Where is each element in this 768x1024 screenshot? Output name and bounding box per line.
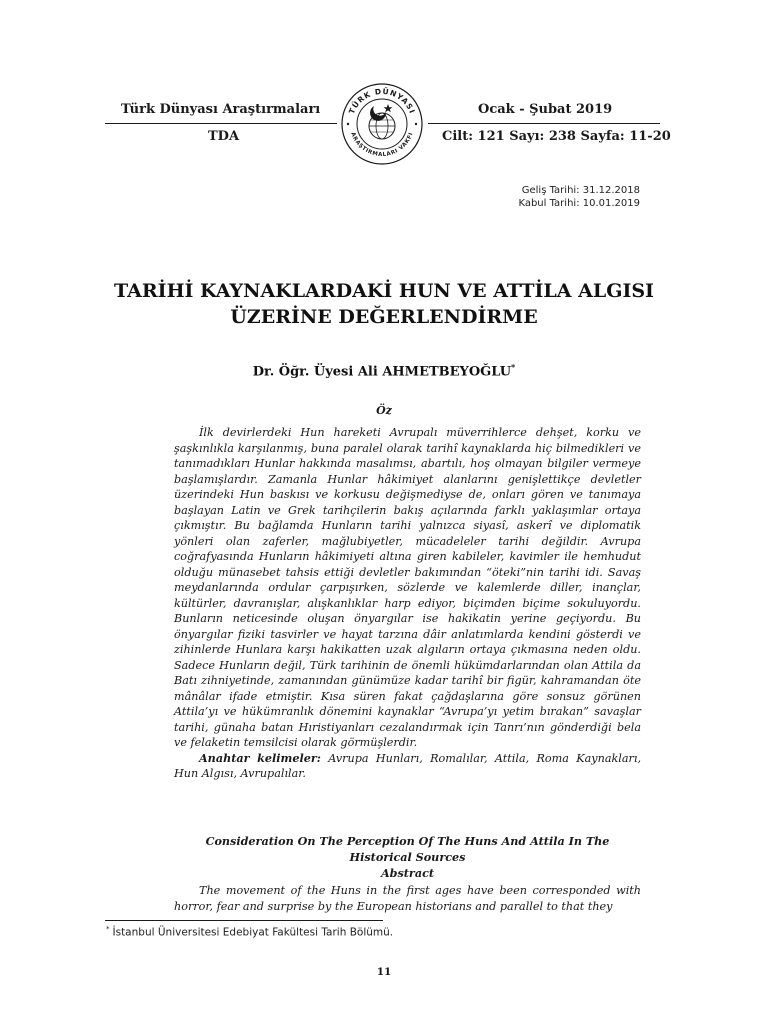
volume-info: Cilt: 121 Sayı: 238 Sayfa: 11-20 bbox=[442, 129, 671, 144]
received-date: Geliş Tarihi: 31.12.2018 bbox=[521, 185, 640, 196]
footnote bbox=[106, 925, 393, 939]
abstract-tr bbox=[174, 425, 641, 782]
footnote-rule bbox=[105, 920, 383, 921]
emblem-bottom-text: ARAŞTIRMALARI VAKFI bbox=[349, 131, 415, 159]
abstract-en-heading: Abstract bbox=[380, 866, 435, 880]
crescent-star-icon bbox=[370, 104, 392, 121]
accepted-date: Kabul Tarihi: 10.01.2019 bbox=[518, 198, 640, 209]
page-number: 11 bbox=[376, 966, 392, 978]
article-title-line-1: TARİHİ KAYNAKLARDAKİ HUN VE ATTİLA ALGISI bbox=[114, 280, 654, 302]
svg-text:ARAŞTIRMALARI VAKFI bbox=[349, 132, 414, 158]
footnote-text: İstanbul Üniversitesi Edebiyat Fakültesi Tarih Bölümü. bbox=[112, 926, 394, 939]
issue-date: Ocak - Şubat 2019 bbox=[478, 102, 613, 117]
author bbox=[100, 362, 668, 379]
svg-text:TÜRK DÜNYASI bbox=[347, 87, 417, 115]
header-rule-right bbox=[428, 123, 660, 124]
keywords-label: Anahtar kelimeler: bbox=[199, 750, 321, 765]
abstract-tr-heading: Öz bbox=[376, 404, 392, 417]
emblem-top-text: TÜRK DÜNYASI bbox=[347, 86, 417, 116]
journal-name: Türk Dünyası Araştırmaları bbox=[121, 102, 321, 117]
foundation-emblem bbox=[340, 82, 424, 166]
english-title-line-2: Historical Sources bbox=[349, 850, 466, 864]
article-title-line-2: ÜZERİNE DEĞERLENDİRME bbox=[230, 306, 538, 328]
author-footnote-mark: * bbox=[511, 362, 516, 372]
keywords: Avrupa Hunları, Romalılar, Attila, Roma Kaynakları, Hun Algısı, Avrupalılar. bbox=[174, 751, 641, 780]
abstract-en bbox=[174, 883, 641, 915]
footnote-mark: * bbox=[106, 925, 110, 933]
header-rule-left bbox=[105, 123, 337, 124]
article-dates bbox=[518, 184, 640, 210]
author-name: Dr. Öğr. Üyesi Ali AHMETBEYOĞLU bbox=[252, 364, 512, 380]
article-title bbox=[100, 278, 668, 330]
abstract-tr-body: İlk devirlerdeki Hun hareketi Avrupalı müverrihlerce dehşet, korku ve şaşkınlıkla karşılanmış, buna paralel olarak tarihî kaynaklarda hiç bilmedikleri ve tanımadıkları Hunlar hakkında masalımsı, abartılı, hoş olmayan bilgiler vermeye başlamışlardır. Zamanla Hunlar hâkimiyet alanlarını genişlettikçe devletler üzerindeki Hun baskısı ve korkusu değişmediyse de, onları gören ve tanımaya başlayan Latin ve Grek tarihçilerin bakış açılarında farklı yaklaşımlar ortaya çıkmıştır. Bu bağlamda Hunların tarihi yalnızca siyasî, askerî ve diplomatik yönleri olan zaferler, mağlubiyetler, mücadeleler tarihi değildir. Avrupa coğrafyasında Hunların hâkimiyeti altına giren kabileler, kavimler ile hemhudut olduğu münasebet tahsis ettiği devletler bakımından “öteki”nin tarihi idi. Savaş meydanlarında ordular çarpışırken, sözlerde ve kalemlerde diller, inançlar, kültürler, davranışlar, alışkanlıklar harp ediyor, biçimden biçime sokuluyordu. Bunların neticesinde oluşan önyargılar ise hakikatin yerine geçiyordu. Bu önyargılar fiziki tasvirler ve hayat tarzına dâir anlatımlarda kendini gösterdi ve zihinlerde Hunlara karşı hakikatten uzak algıların ortaya çıkmasına neden oldu. Sadece Hunların değil, Türk tarihinin de önemli hükümdarlarından olan Attila da Batı zihniyetinde, zamanından günümüze kadar tarihî bir figür, kahramandan öte mânâlar ifade etmiştir. Kısa süren fakat çağdaşlarına göre sonsuz görünen Attila’yı ve hükümranlık dönemini kaynaklar “Avrupa’yı yetim bırakan” savaşlar tarihi, günaha batan Hıristiyanları cezalandırmak için Tanrı’nın gönderdiği bela ve felaketin temsilcisi olarak görmüşlerdir. bbox=[174, 426, 641, 749]
english-title-line-1: Consideration On The Perception Of The Huns And Attila In The bbox=[205, 834, 610, 848]
journal-abbreviation: TDA bbox=[208, 129, 240, 144]
keywords-paragraph bbox=[174, 751, 641, 782]
abstract-en-header bbox=[174, 833, 641, 881]
abstract-en-body: The movement of the Huns in the first ages have been corresponded with horror, fear and surprise by the European historians and parallel to that they bbox=[174, 884, 641, 913]
